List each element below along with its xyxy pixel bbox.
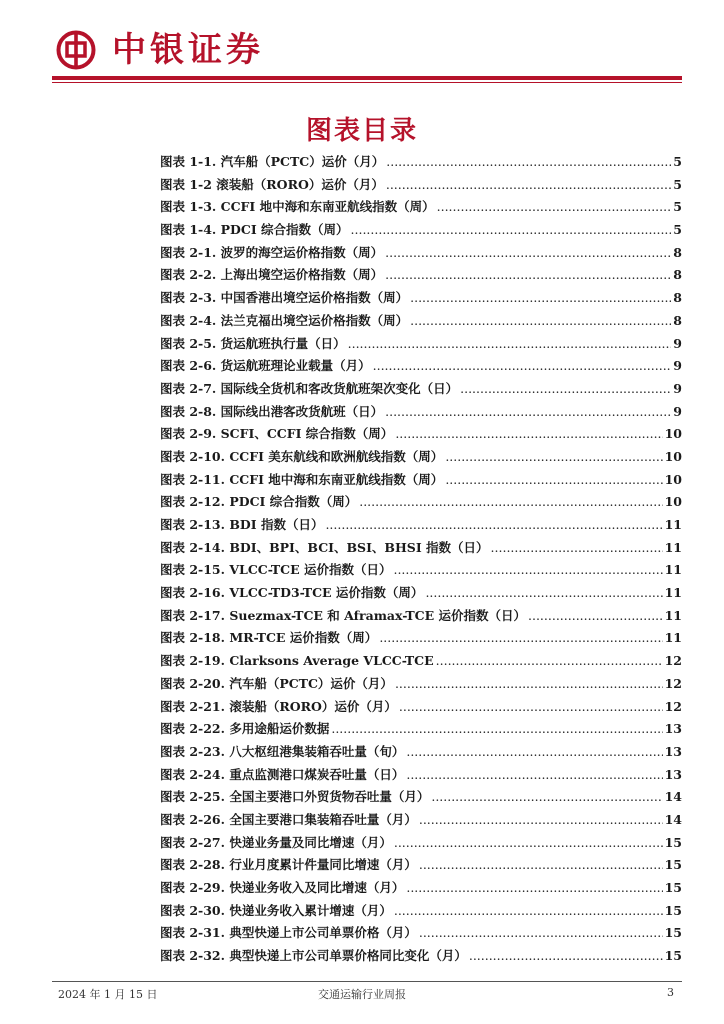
- footer-page-number: 3: [667, 986, 674, 999]
- toc-entry-page: 11: [664, 539, 682, 555]
- toc-entry-label: 图表 2-19. Clarksons Average VLCC-TCE: [160, 653, 434, 669]
- toc-entry-page: 10: [664, 426, 682, 442]
- toc-entry[interactable]: [160, 220, 682, 243]
- toc-entry-page: 10: [664, 494, 682, 510]
- toc-entry[interactable]: [160, 515, 682, 538]
- toc-entry-label: 图表 2-3. 中国香港出境空运价格指数（周）: [160, 290, 409, 306]
- toc-entry-label: 图表 2-27. 快递业务量及同比增速（月）: [160, 834, 392, 850]
- toc-entry-label: 图表 2-13. BDI 指数（日）: [160, 517, 324, 532]
- header-rule: [52, 76, 682, 80]
- toc-entry[interactable]: [160, 152, 682, 175]
- toc-leader-dots: [395, 426, 662, 441]
- toc-entry[interactable]: [160, 265, 682, 288]
- toc-entry-label: 图表 1-3. CCFI 地中海和东南亚航线指数（周）: [160, 199, 435, 215]
- toc-entry[interactable]: [160, 765, 682, 788]
- toc-entry-page: 13: [664, 766, 682, 782]
- toc-entry-label: 图表 1-4. PDCI 综合指数（周）: [160, 222, 349, 238]
- toc-leader-dots: [373, 358, 672, 373]
- toc-entry-label: 图表 2-15. VLCC-TCE 运价指数（日）: [160, 562, 392, 578]
- toc-entry[interactable]: [160, 697, 682, 720]
- toc-entry-label: 图表 2-16. VLCC-TD3-TCE 运价指数（周）: [160, 585, 424, 601]
- toc-entry[interactable]: [160, 628, 682, 651]
- toc-entry-page: 15: [664, 880, 682, 895]
- toc-entry-page: 8: [673, 290, 682, 306]
- toc-entry[interactable]: [160, 379, 682, 402]
- toc-entry-page: 12: [664, 653, 682, 669]
- toc-entry[interactable]: [160, 651, 682, 674]
- toc-leader-dots: [528, 608, 663, 623]
- toc-entry-page: 9: [673, 380, 682, 396]
- toc-entry-page: 8: [673, 244, 682, 260]
- toc-entry-label: 图表 2-12. PDCI 综合指数（周）: [160, 494, 358, 510]
- toc-entry-page: 11: [664, 585, 682, 601]
- toc-entry[interactable]: [160, 492, 682, 515]
- page-header: [52, 28, 682, 72]
- toc-leader-dots: [491, 540, 663, 555]
- toc-leader-dots: [395, 676, 663, 691]
- toc-entry-page: 5: [673, 199, 682, 215]
- toc-entry-label: 图表 2-14. BDI、BPI、BCI、BSI、BHSI 指数（日）: [160, 539, 489, 555]
- toc-entry-label: 图表 2-24. 重点监测港口煤炭吞吐量（日）: [160, 766, 405, 782]
- toc-entry-page: 5: [673, 154, 682, 169]
- toc-entry-label: 图表 2-2. 上海出境空运价格指数（周）: [160, 267, 384, 283]
- toc-entry-page: 15: [664, 857, 682, 873]
- toc-leader-dots: [359, 494, 662, 509]
- toc-entry[interactable]: [160, 901, 682, 924]
- toc-entry-page: 11: [664, 517, 682, 532]
- toc-leader-dots: [406, 767, 662, 782]
- toc-leader-dots: [331, 721, 662, 736]
- toc-leader-dots: [469, 948, 663, 963]
- toc-entry-label: 图表 1-2 滚装船（RORO）运价（月）: [160, 176, 384, 192]
- toc-leader-dots: [460, 381, 671, 396]
- toc-entry[interactable]: [160, 175, 682, 198]
- toc-entry[interactable]: [160, 878, 682, 901]
- toc-leader-dots: [385, 245, 671, 260]
- toc-entry-page: 15: [664, 902, 682, 918]
- toc-entry-page: 12: [664, 675, 682, 691]
- toc-entry[interactable]: [160, 447, 682, 470]
- bank-of-china-logo-icon: [56, 30, 96, 70]
- toc-entry-label: 图表 2-21. 滚装船（RORO）运价（月）: [160, 698, 397, 714]
- toc-leader-dots: [406, 744, 662, 759]
- toc-entry-page: 10: [664, 448, 682, 464]
- toc-entry[interactable]: [160, 334, 682, 357]
- toc-entry[interactable]: [160, 923, 682, 946]
- toc-entry[interactable]: [160, 243, 682, 266]
- toc-leader-dots: [393, 562, 662, 577]
- brand-name: 中银证券: [112, 30, 264, 70]
- toc-entry-page: 8: [673, 267, 682, 283]
- toc-leader-dots: [410, 313, 671, 328]
- toc-leader-dots: [386, 177, 671, 192]
- toc-entry-label: 图表 2-6. 货运航班理论业载量（月）: [160, 358, 371, 374]
- toc-entry-label: 图表 2-26. 全国主要港口集装箱吞吐量（月）: [160, 811, 417, 827]
- toc-entry-label: 图表 2-9. SCFI、CCFI 综合指数（周）: [160, 426, 394, 442]
- toc-entry-label: 图表 2-32. 典型快递上市公司单票价格同比变化（月）: [160, 948, 467, 964]
- toc-entry-page: 13: [664, 743, 682, 759]
- toc-entry-page: 11: [664, 630, 682, 646]
- toc-leader-dots: [431, 789, 662, 804]
- toc-entry-page: 12: [664, 698, 682, 714]
- toc-entry[interactable]: [160, 402, 682, 425]
- toc-entry-label: 图表 2-25. 全国主要港口外贸货物吞吐量（月）: [160, 789, 430, 805]
- toc-entry-page: 9: [673, 403, 682, 419]
- table-of-figures: [160, 152, 682, 969]
- toc-entry[interactable]: [160, 356, 682, 379]
- toc-entry[interactable]: [160, 470, 682, 493]
- toc-leader-dots: [445, 472, 662, 487]
- toc-leader-dots: [425, 585, 662, 600]
- toc-entry-page: 9: [673, 335, 682, 351]
- toc-entry-label: 图表 2-11. CCFI 地中海和东南亚航线指数（周）: [160, 471, 444, 487]
- toc-entry-label: 图表 2-1. 波罗的海空运价格指数（周）: [160, 244, 384, 260]
- toc-entry-label: 图表 2-4. 法兰克福出境空运价格指数（周）: [160, 312, 409, 328]
- toc-leader-dots: [410, 290, 671, 305]
- footer-rule: [52, 981, 682, 982]
- toc-entry[interactable]: [160, 311, 682, 334]
- toc-entry[interactable]: [160, 946, 682, 969]
- toc-entry-page: 9: [673, 358, 682, 374]
- toc-entry-page: 13: [664, 721, 682, 737]
- footer-date: 2024 年 1 月 15 日: [58, 988, 158, 1001]
- toc-entry-page: 15: [664, 948, 682, 964]
- toc-entry[interactable]: [160, 197, 682, 220]
- toc-leader-dots: [445, 449, 662, 464]
- toc-entry-label: 图表 2-7. 国际线全货机和客改货航班架次变化（日）: [160, 380, 459, 396]
- toc-entry-label: 图表 2-29. 快递业务收入及同比增速（月）: [160, 880, 405, 895]
- toc-leader-dots: [419, 812, 663, 827]
- toc-entry[interactable]: [160, 583, 682, 606]
- toc-entry[interactable]: [160, 560, 682, 583]
- toc-leader-dots: [394, 835, 663, 850]
- toc-leader-dots: [348, 336, 672, 351]
- toc-entry-page: 14: [664, 789, 682, 805]
- footer-report-name: 交通运输行业周报: [318, 988, 406, 1001]
- toc-entry[interactable]: [160, 606, 682, 629]
- toc-leader-dots: [436, 653, 663, 668]
- toc-entry-page: 5: [673, 222, 682, 238]
- toc-leader-dots: [385, 404, 671, 419]
- toc-entry-label: 图表 2-20. 汽车船（PCTC）运价（月）: [160, 675, 393, 691]
- toc-entry-label: 图表 2-22. 多用途船运价数据: [160, 721, 330, 737]
- toc-entry-page: 15: [664, 925, 682, 941]
- toc-entry[interactable]: [160, 538, 682, 561]
- toc-leader-dots: [386, 154, 671, 169]
- toc-entry-label: 图表 2-18. MR-TCE 运价指数（周）: [160, 630, 378, 646]
- header-rule-thin: [52, 82, 682, 83]
- toc-entry-label: 图表 2-28. 行业月度累计件量同比增速（月）: [160, 857, 417, 873]
- toc-leader-dots: [419, 925, 663, 940]
- toc-leader-dots: [399, 699, 663, 714]
- toc-leader-dots: [351, 222, 672, 237]
- toc-entry[interactable]: [160, 719, 682, 742]
- toc-leader-dots: [437, 199, 672, 214]
- toc-title: 图表目录: [305, 116, 418, 146]
- toc-entry-page: 14: [664, 811, 682, 827]
- toc-entry[interactable]: [160, 787, 682, 810]
- toc-entry[interactable]: [160, 674, 682, 697]
- toc-entry-label: 图表 2-30. 快递业务收入累计增速（月）: [160, 902, 392, 918]
- toc-entry[interactable]: [160, 833, 682, 856]
- toc-entry-page: 5: [673, 176, 682, 192]
- toc-entry-label: 图表 1-1. 汽车船（PCTC）运价（月）: [160, 154, 385, 169]
- toc-entry-page: 8: [673, 312, 682, 328]
- toc-entry-label: 图表 2-17. Suezmax-TCE 和 Aframax-TCE 运价指数（日）: [160, 607, 527, 623]
- toc-entry[interactable]: [160, 288, 682, 311]
- toc-entry-label: 图表 2-10. CCFI 美东航线和欧洲航线指数（周）: [160, 448, 444, 464]
- toc-entry[interactable]: [160, 742, 682, 765]
- toc-entry-label: 图表 2-8. 国际线出港客改货航班（日）: [160, 403, 384, 419]
- toc-entry-page: 10: [664, 471, 682, 487]
- toc-entry[interactable]: [160, 855, 682, 878]
- toc-entry-page: 11: [664, 562, 682, 578]
- toc-leader-dots: [385, 267, 671, 282]
- toc-entry-label: 图表 2-23. 八大枢纽港集装箱吞吐量（旬）: [160, 743, 405, 759]
- toc-leader-dots: [406, 880, 662, 895]
- toc-entry-page: 15: [664, 834, 682, 850]
- toc-entry[interactable]: [160, 424, 682, 447]
- toc-leader-dots: [394, 903, 663, 918]
- toc-leader-dots: [419, 857, 663, 872]
- toc-leader-dots: [379, 630, 662, 645]
- toc-entry-label: 图表 2-31. 典型快递上市公司单票价格（月）: [160, 925, 417, 941]
- toc-entry[interactable]: [160, 810, 682, 833]
- toc-entry-page: 11: [664, 607, 682, 623]
- toc-entry-label: 图表 2-5. 货运航班执行量（日）: [160, 335, 346, 351]
- toc-leader-dots: [325, 517, 662, 532]
